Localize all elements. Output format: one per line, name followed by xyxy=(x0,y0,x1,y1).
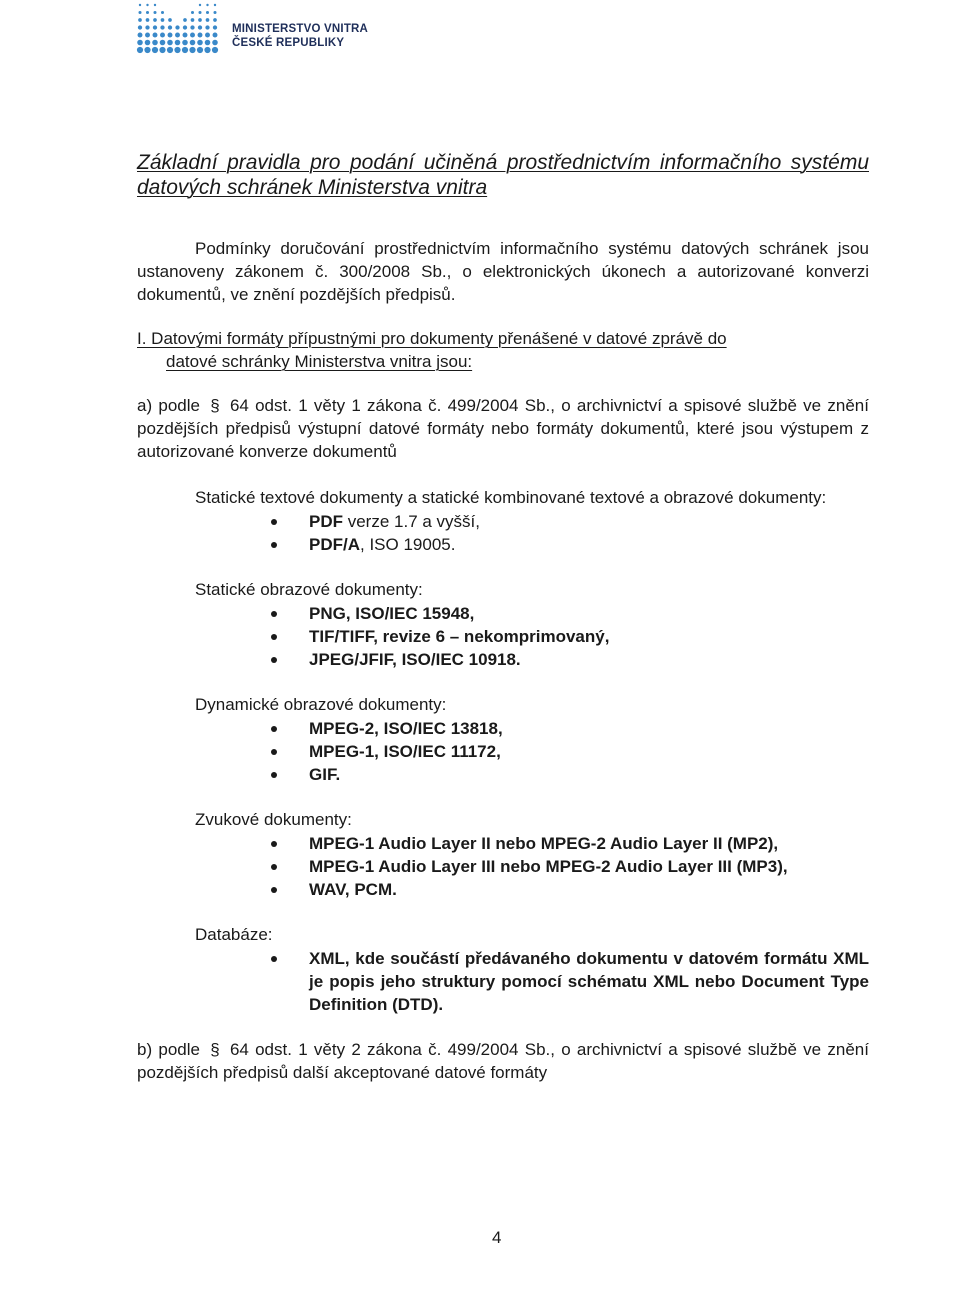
logo-dot xyxy=(175,33,180,38)
logo-dot xyxy=(152,47,158,53)
logo-dot xyxy=(137,40,143,46)
list-item: XML, kde součástí předávaného dokumentu v datovém formátu XML je popis jeho struktury pomocí schématu XML nebo Document Type Definition (DTD). xyxy=(195,947,869,1016)
format-detail: verze 1.7 a vyšší, xyxy=(343,512,480,531)
audio-docs-label: Zvukové dokumenty: xyxy=(195,810,352,829)
logo-dot xyxy=(138,33,143,38)
logo-dot xyxy=(213,33,218,38)
logo-dot xyxy=(204,47,210,53)
logo-dot xyxy=(168,25,172,29)
logo-dot xyxy=(190,25,194,29)
section-sign-icon: § xyxy=(210,1040,220,1059)
logo-dot xyxy=(213,11,216,14)
ministry-name-line1: MINISTERSTVO VNITRA xyxy=(232,23,369,35)
format-detail: , ISO 19005. xyxy=(360,535,456,554)
logo-dot xyxy=(198,25,202,29)
logo-dot xyxy=(161,11,164,14)
logo-dot xyxy=(160,33,165,38)
logo-dot xyxy=(160,25,164,29)
logo-dot xyxy=(197,40,203,46)
section-heading-line2: datové schránky Ministerstva vnitra jsou: xyxy=(166,352,473,371)
logo-dot xyxy=(205,33,210,38)
logo-dot xyxy=(145,25,149,29)
logo-dot xyxy=(213,25,217,29)
logo-dot xyxy=(167,40,173,46)
logo-dot xyxy=(168,33,173,38)
logo-dot xyxy=(139,4,141,6)
logo-dot xyxy=(153,18,157,22)
logo-dot xyxy=(190,33,195,38)
logo-dot xyxy=(159,47,165,53)
ministry-name-line2: ČESKÉ REPUBLIKY xyxy=(232,37,345,49)
logo-dot xyxy=(191,11,194,14)
logo-dot xyxy=(183,33,188,38)
logo-dot xyxy=(198,18,202,22)
logo-dot xyxy=(138,11,141,14)
section-heading xyxy=(137,327,869,373)
logo-dot xyxy=(205,25,209,29)
logo-dot xyxy=(199,4,201,6)
logo-dot xyxy=(191,18,195,22)
logo-dot xyxy=(198,11,201,14)
logo-dot xyxy=(146,4,148,6)
logo-dot xyxy=(137,47,143,53)
audio-format-list xyxy=(137,832,869,901)
logo-dot xyxy=(197,47,203,53)
list-item xyxy=(195,533,869,556)
logo-dot xyxy=(154,4,156,6)
ministry-logo-emblem xyxy=(136,0,226,58)
ministry-logo xyxy=(136,0,376,58)
paragraph-b-text: 64 odst. 1 věty 2 zákona č. 499/2004 Sb., o archivnictví a spisové službě ve znění pozdějších předpisů další akceptované datové formáty xyxy=(137,1040,869,1082)
logo-dot xyxy=(174,47,180,53)
list-item: MPEG-1 Audio Layer III nebo MPEG-2 Audio Layer III (MP3), xyxy=(195,855,869,878)
logo-dot xyxy=(153,11,156,14)
database-docs-label: Databáze: xyxy=(195,925,273,944)
static-text-format-list xyxy=(137,510,869,556)
page-number: 4 xyxy=(492,1228,502,1247)
logo-dot xyxy=(182,40,188,46)
document-body xyxy=(137,150,869,1084)
list-item: MPEG-2, ISO/IEC 13818, xyxy=(195,717,869,740)
logo-dot xyxy=(152,40,158,46)
logo-dot xyxy=(189,47,195,53)
logo-dot xyxy=(145,40,151,46)
logo-dot xyxy=(206,11,209,14)
database-format-list xyxy=(137,947,869,1016)
list-item: TIF/TIFF, revize 6 – nekomprimovaný, xyxy=(195,625,869,648)
logo-dot xyxy=(206,4,208,6)
section-heading-line1: I. Datovými formáty přípustnými pro dokumenty přenášené v datové zprávě do xyxy=(137,329,727,348)
logo-dot xyxy=(198,33,203,38)
logo-dot xyxy=(167,47,173,53)
logo-dot xyxy=(190,40,196,46)
logo-dot xyxy=(146,18,150,22)
list-item: JPEG/JFIF, ISO/IEC 10918. xyxy=(195,648,869,671)
paragraph-b xyxy=(137,1038,869,1084)
logo-dot xyxy=(206,18,210,22)
logo-dot xyxy=(144,47,150,53)
logo-dot xyxy=(183,18,187,22)
logo-dot xyxy=(138,18,142,22)
paragraph-a-prefix: a) podle xyxy=(137,396,200,415)
logo-dot xyxy=(168,18,172,22)
section-sign-icon: § xyxy=(210,396,220,415)
logo-dot xyxy=(183,25,187,29)
paragraph-a xyxy=(137,394,869,463)
format-name: PDF xyxy=(309,512,343,531)
static-image-format-list xyxy=(137,602,869,671)
list-item: PNG, ISO/IEC 15948, xyxy=(195,602,869,625)
dynamic-image-docs-label: Dynamické obrazové dokumenty: xyxy=(195,695,447,714)
list-item: WAV, PCM. xyxy=(195,878,869,901)
static-text-docs-label: Statické textové dokumenty a statické kombinované textové a obrazové dokumenty: xyxy=(195,488,827,507)
format-name: PDF/A xyxy=(309,535,360,554)
logo-dot xyxy=(153,33,158,38)
logo-dot xyxy=(182,47,188,53)
paragraph-a-text: 64 odst. 1 věty 1 zákona č. 499/2004 Sb., o archivnictví a spisové službě ve znění pozdějších předpisů výstupní datové formáty nebo formáty dokumentů, které jsou výstupem z autorizované konverze dokumentů xyxy=(137,396,869,461)
list-item: MPEG-1 Audio Layer II nebo MPEG-2 Audio Layer II (MP2), xyxy=(195,832,869,855)
logo-dot xyxy=(145,33,150,38)
logo-dot xyxy=(213,18,217,22)
logo-dot xyxy=(175,40,181,46)
logo-dot xyxy=(212,47,218,53)
list-item: MPEG-1, ISO/IEC 11172, xyxy=(195,740,869,763)
logo-dot xyxy=(214,4,216,6)
document-title: Základní pravidla pro podání učiněná prostřednictvím informačního systému datových schránek Ministerstva vnitra xyxy=(137,151,869,199)
logo-dot xyxy=(138,25,142,29)
logo-dot xyxy=(161,18,165,22)
logo-dot xyxy=(212,40,218,46)
list-item: GIF. xyxy=(195,763,869,786)
logo-dot xyxy=(160,40,166,46)
logo-dot xyxy=(175,25,179,29)
logo-dot xyxy=(205,40,211,46)
static-image-docs-label: Statické obrazové dokumenty: xyxy=(195,580,423,599)
logo-dot xyxy=(153,25,157,29)
list-item xyxy=(195,510,869,533)
logo-dot xyxy=(146,11,149,14)
paragraph-b-prefix: b) podle xyxy=(137,1040,200,1059)
intro-paragraph: Podmínky doručování prostřednictvím informačního systému datových schránek jsou ustanoveny zákonem č. 300/2008 Sb., o elektronických úkonech a autorizované konverzi dokumentů, ve znění pozdějších předpisů. xyxy=(137,239,869,304)
dynamic-image-format-list xyxy=(137,717,869,786)
ministry-logo-text xyxy=(232,22,368,50)
